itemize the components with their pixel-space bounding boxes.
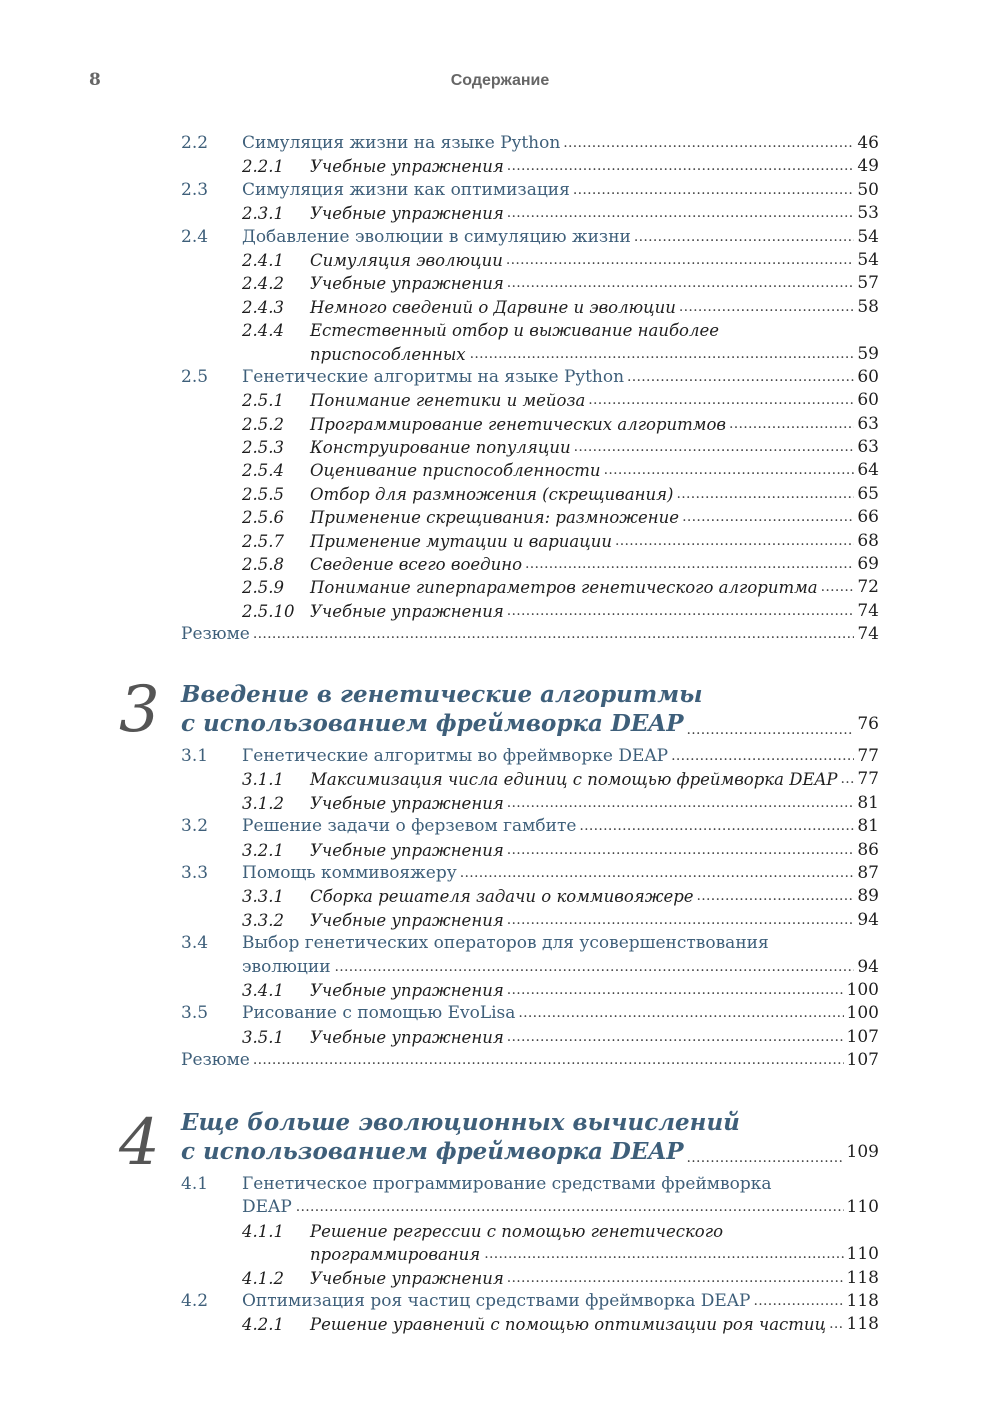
toc-entry-line: [310, 272, 879, 295]
toc-entry-number: 2.4.2: [242, 274, 284, 294]
dot-leader: [829, 1313, 843, 1336]
toc-entry-page: 94: [857, 909, 879, 930]
dot-leader: [507, 792, 855, 815]
toc-entry[interactable]: [181, 436, 879, 459]
toc-entry[interactable]: [181, 745, 879, 768]
toc-entry-title: Помощь коммивояжеру: [242, 862, 457, 883]
toc-entry-page: 68: [857, 530, 879, 551]
dot-leader: [335, 956, 855, 979]
dot-leader: [634, 226, 855, 249]
chapter-3-title[interactable]: [181, 680, 879, 739]
toc-entry-line: [310, 249, 879, 272]
toc-entry-number: 3.3.1: [242, 887, 284, 907]
toc-entry-page: 69: [857, 554, 879, 575]
dot-leader: [687, 1143, 844, 1167]
toc-entry-page: 54: [857, 226, 879, 247]
toc-entry[interactable]: [181, 296, 879, 319]
toc-entry-line: [310, 1243, 879, 1266]
toc-entry[interactable]: [181, 272, 879, 295]
toc-entry-title: Решение регрессии с помощью генетического: [310, 1221, 724, 1241]
toc-entry-title: Естественный отбор и выживание наиболее: [310, 321, 720, 341]
toc-entry[interactable]: [181, 1196, 879, 1219]
toc-entry[interactable]: [181, 179, 879, 202]
toc-entry-line: [242, 1002, 879, 1025]
chapter-4-title-line-2-row: [181, 1137, 879, 1167]
dot-leader: [506, 249, 855, 272]
toc-entry-title: Немного сведений о Дарвине и эволюции: [310, 297, 676, 317]
toc-entry[interactable]: [181, 226, 879, 249]
toc-entry-title: DEAP: [242, 1197, 292, 1218]
toc-entry-page: 100: [846, 1003, 879, 1024]
dot-leader: [507, 1026, 844, 1049]
toc-entry[interactable]: [181, 576, 879, 599]
dot-leader: [507, 839, 855, 862]
toc-entry-line: [310, 600, 879, 623]
toc-entry-number: 2.3: [181, 179, 209, 200]
toc-entry-page: 100: [846, 979, 879, 1000]
toc-entry[interactable]: [181, 530, 879, 553]
toc-entry-number: 3.1: [181, 746, 209, 766]
toc-entry-title: Выбор генетических операторов для усовершенствования: [242, 933, 769, 954]
toc-entry-title: Учебные упражнения: [310, 980, 504, 1000]
toc-entry-page: 63: [857, 437, 879, 458]
toc-entry-number: 3.3.2: [242, 910, 284, 930]
toc-entry-number: 2.5.1: [242, 391, 284, 411]
dot-leader: [507, 979, 844, 1002]
toc-entry-page: 60: [857, 390, 879, 411]
toc-entry-line: [310, 155, 879, 178]
dot-leader: [253, 1049, 844, 1072]
toc-entry-number: 3.2.1: [242, 840, 284, 860]
dot-leader: [507, 155, 855, 178]
toc-entry-title: Оптимизация роя частиц средствами фреймворка DEAP: [242, 1290, 751, 1311]
toc-entry-page: 86: [857, 839, 879, 860]
chapter-4-title-line-2: с использованием фреймворка DEAP: [181, 1138, 684, 1165]
toc-entry-line: [242, 226, 879, 249]
toc-entry-page: 59: [857, 343, 879, 364]
toc-entry-line: [310, 436, 879, 459]
dot-leader: [573, 179, 855, 202]
toc-entry-line: [310, 576, 879, 599]
toc-entry-title: Максимизация числа единиц с помощью фреймворка DEAP: [310, 770, 838, 790]
toc-entry-line: [242, 1196, 879, 1219]
toc-entry-title: Симуляция эволюции: [310, 250, 503, 270]
dot-leader: [754, 1290, 844, 1313]
toc-entry-number: 2.2.1: [242, 157, 284, 177]
toc-entry-title: Применение мутации и вариации: [310, 531, 613, 551]
toc-block-chapter-2: [181, 132, 879, 647]
toc-entry-number: 4.2: [181, 1290, 209, 1311]
toc-entry-page: 53: [857, 203, 879, 224]
toc-entry[interactable]: [181, 862, 879, 885]
toc-entry-page: 89: [857, 886, 879, 907]
toc-entry-title: Решение задачи о ферзевом гамбите: [242, 816, 577, 837]
toc-entry[interactable]: [181, 202, 879, 225]
toc-entry-number: 2.5.6: [242, 508, 284, 528]
chapter-4-title[interactable]: [181, 1108, 879, 1167]
toc-entry-title: Генетические алгоритмы во фреймворке DEAP: [242, 746, 669, 766]
toc-entry-line: [242, 862, 879, 885]
toc-entry[interactable]: [181, 553, 879, 576]
toc-entry-line: [310, 319, 879, 342]
toc-entry-number: 3.3: [181, 862, 209, 883]
toc-entry[interactable]: [181, 132, 879, 155]
toc-entry-page: 66: [857, 507, 879, 528]
toc-entry[interactable]: [181, 1220, 879, 1243]
toc-entry[interactable]: [181, 1026, 879, 1049]
toc-entry[interactable]: [181, 343, 879, 366]
toc-entry-title: Применение скрещивания: размножение: [310, 508, 680, 528]
toc-entry-page: 81: [857, 792, 879, 813]
toc-entry-page: 54: [857, 249, 879, 270]
toc-entry-number: 2.5.9: [242, 578, 284, 598]
toc-entry[interactable]: [181, 1267, 879, 1290]
toc-entry-title: эволюции: [242, 956, 331, 977]
toc-entry-number: 2.5.10: [242, 601, 295, 621]
toc-entry[interactable]: [181, 155, 879, 178]
dot-leader: [518, 1002, 843, 1025]
toc-entry-line: [242, 1173, 879, 1196]
toc-entry-line: [310, 459, 879, 482]
dot-leader: [679, 296, 854, 319]
toc-entry-number: 4.1.1: [242, 1221, 284, 1241]
dot-leader: [484, 1243, 843, 1266]
toc-entry-title: Генетическое программирование средствами фреймворка: [242, 1174, 772, 1194]
toc-entry-title: приспособленных: [310, 344, 466, 364]
toc-entry-number: 2.5.2: [242, 414, 284, 434]
chapter-4-number: 4: [119, 1106, 160, 1180]
toc-entry[interactable]: [181, 815, 879, 838]
chapter-3-title-line-2: с использованием фреймворка DEAP: [181, 710, 684, 737]
toc-entry-page: 107: [846, 1026, 879, 1047]
toc-entry-line: [310, 343, 879, 366]
toc-block-chapter-3: [181, 745, 879, 1072]
toc-entry-title: Рисование с помощью EvoLisa: [242, 1003, 516, 1024]
toc-entry-title: Учебные упражнения: [310, 274, 504, 294]
toc-entry-line: [242, 179, 879, 202]
toc-entry-number: 2.4.3: [242, 297, 284, 317]
chapter-3-title-line-2-row: [181, 709, 879, 739]
toc-entry[interactable]: [181, 1290, 879, 1313]
dot-leader: [604, 459, 855, 482]
dot-leader: [841, 768, 855, 791]
dot-leader: [507, 600, 855, 623]
dot-leader: [627, 366, 854, 389]
chapter-4-page: 109: [846, 1142, 879, 1162]
toc-entry-line: [310, 506, 879, 529]
toc-entry[interactable]: [181, 909, 879, 932]
toc-entry-page: 49: [857, 156, 879, 177]
toc-entry[interactable]: [181, 366, 879, 389]
toc-entry[interactable]: [181, 839, 879, 862]
dot-leader: [671, 745, 854, 768]
toc-entry-line: [310, 1313, 879, 1336]
toc-entry-line: [181, 1049, 879, 1072]
toc-entry-line: [242, 932, 879, 955]
toc-entry-line: [310, 768, 879, 791]
dot-leader: [729, 413, 854, 436]
toc-entry-number: 2.4.1: [242, 250, 284, 270]
toc-entry-page: 57: [857, 273, 879, 294]
toc-entry-line: [242, 1290, 879, 1313]
toc-entry-title: Генетические алгоритмы на языке Python: [242, 366, 625, 387]
toc-entry-page: 118: [846, 1267, 879, 1288]
toc-entry[interactable]: [181, 792, 879, 815]
toc-entry[interactable]: [181, 389, 879, 412]
dot-leader: [563, 132, 854, 155]
toc-entry-page: 107: [846, 1050, 879, 1071]
toc-entry-number: 3.2: [181, 816, 209, 837]
toc-entry[interactable]: [181, 600, 879, 623]
chapter-3-title-line-1: Введение в генетические алгоритмы: [181, 681, 703, 708]
toc-entry-title: Учебные упражнения: [310, 157, 504, 177]
running-title: Содержание: [450, 72, 550, 89]
dot-leader: [676, 483, 854, 506]
toc-entry-page: 50: [857, 179, 879, 200]
toc-entry-page: 94: [857, 956, 879, 977]
toc-entry-title: Учебные упражнения: [310, 1268, 504, 1288]
toc-entry-title: Учебные упражнения: [310, 793, 504, 813]
toc-entry-title: Учебные упражнения: [310, 840, 504, 860]
dot-leader: [615, 530, 854, 553]
toc-entry-page: 81: [857, 816, 879, 837]
toc-entry-number: 3.1.1: [242, 770, 284, 790]
toc-entry-line: [310, 979, 879, 1002]
toc-entry-line: [310, 296, 879, 319]
toc-entry[interactable]: [181, 1049, 879, 1072]
toc-entry-title: Конструирование популяции: [310, 438, 571, 458]
toc-entry-page: 46: [857, 133, 879, 153]
toc-entry-number: 2.4: [181, 226, 209, 247]
toc-entry[interactable]: [181, 623, 879, 646]
toc-entry-title: Учебные упражнения: [310, 204, 504, 224]
toc-entry-title: Программирование генетических алгоритмов: [310, 414, 727, 434]
toc-entry[interactable]: [181, 1313, 879, 1336]
toc-entry-page: 74: [857, 600, 879, 621]
toc-entry-number: 2.5.5: [242, 484, 284, 504]
toc-entry[interactable]: [181, 956, 879, 979]
dot-leader: [507, 1267, 844, 1290]
toc-entry-page: 77: [857, 746, 879, 766]
toc-entry-title: Оценивание приспособленности: [310, 461, 601, 481]
toc-entry-line: [310, 530, 879, 553]
dot-leader: [687, 715, 855, 739]
toc-entry-line: [242, 366, 879, 389]
toc-entry-page: 72: [857, 577, 879, 598]
toc-entry-number: 2.5.3: [242, 438, 284, 458]
toc-entry-title: Решение уравнений с помощью оптимизации роя частиц: [310, 1315, 827, 1335]
dot-leader: [507, 202, 855, 225]
toc-entry-page: 110: [846, 1244, 879, 1265]
toc-entry-line: [310, 202, 879, 225]
toc-entry-number: 2.5: [181, 366, 209, 387]
dot-leader: [821, 576, 855, 599]
toc-entry-number: 4.2.1: [242, 1315, 284, 1335]
page-number: 8: [89, 70, 101, 90]
toc-entry-page: 118: [846, 1314, 879, 1335]
toc-entry-line: [242, 132, 879, 155]
toc-entry-title: Понимание генетики и мейоза: [310, 391, 586, 411]
toc-entry-number: 3.5.1: [242, 1027, 284, 1047]
toc-entry-title: Отбор для размножения (скрещивания): [310, 484, 674, 504]
toc-entry-line: [310, 1026, 879, 1049]
toc-entry-page: 64: [857, 460, 879, 481]
toc-entry[interactable]: [181, 885, 879, 908]
toc-entry-title: Учебные упражнения: [310, 1027, 504, 1047]
toc-block-chapter-4: [181, 1173, 879, 1337]
toc-entry-line: [310, 885, 879, 908]
dot-leader: [507, 272, 855, 295]
toc-entry-line: [310, 413, 879, 436]
toc-entry-number: 2.3.1: [242, 204, 284, 224]
toc-entry[interactable]: [181, 459, 879, 482]
toc-entry-number: 2.4.4: [242, 321, 284, 341]
toc-entry-page: 87: [857, 862, 879, 883]
dot-leader: [525, 553, 854, 576]
toc-entry-line: [310, 483, 879, 506]
dot-leader: [682, 506, 854, 529]
toc-entry[interactable]: [181, 1173, 879, 1196]
dot-leader: [253, 623, 855, 646]
toc-entry-number: 3.1.2: [242, 793, 284, 813]
dot-leader: [574, 436, 855, 459]
toc-entry-line: [310, 553, 879, 576]
toc-entry-line: [310, 1220, 879, 1243]
toc-entry-line: [310, 389, 879, 412]
dot-leader: [588, 389, 854, 412]
toc-entry-page: 58: [857, 296, 879, 317]
toc-entry-title: Понимание гиперпараметров генетического алгоритма: [310, 578, 818, 598]
toc-entry-line: [242, 956, 879, 979]
toc-entry-page: 74: [857, 624, 879, 645]
toc-entry[interactable]: [181, 413, 879, 436]
toc-entry-line: [242, 745, 879, 768]
chapter-4-title-line-1: Еще больше эволюционных вычислений: [181, 1109, 740, 1136]
toc-entry-page: 118: [846, 1290, 879, 1311]
toc-entry-title: Добавление эволюции в симуляцию жизни: [242, 226, 631, 247]
dot-leader: [697, 885, 855, 908]
dot-leader: [296, 1196, 844, 1219]
toc-entry-page: 63: [857, 413, 879, 434]
toc-entry-number: 4.1: [181, 1174, 209, 1194]
toc-entry-number: 2.2: [181, 133, 209, 153]
toc-entry-page: 77: [857, 769, 879, 790]
toc-entry-title: Сведение всего воедино: [310, 555, 523, 575]
toc-entry-title: программирования: [310, 1245, 481, 1265]
toc-entry-title: Симуляция жизни на языке Python: [242, 133, 561, 153]
toc-entry-title: Сборка решателя задачи о коммивояжере: [310, 887, 694, 907]
toc-entry-line: [181, 623, 879, 646]
toc-entry-number: 3.4: [181, 933, 209, 954]
toc-entry-number: 3.5: [181, 1003, 209, 1024]
toc-entry-title: Резюме: [181, 1050, 250, 1071]
dot-leader: [507, 909, 855, 932]
toc-entry-number: 3.4.1: [242, 980, 284, 1000]
toc-entry-line: [310, 839, 879, 862]
toc-entry-page: 65: [857, 483, 879, 504]
toc-entry[interactable]: [181, 506, 879, 529]
toc-entry-number: 2.5.7: [242, 531, 284, 551]
toc-entry-title: Резюме: [181, 624, 250, 645]
dot-leader: [470, 343, 855, 366]
toc-entry-number: 4.1.2: [242, 1268, 284, 1288]
dot-leader: [579, 815, 854, 838]
toc-entry[interactable]: [181, 768, 879, 791]
toc-entry-title: Учебные упражнения: [310, 910, 504, 930]
toc-entry-number: 2.5.4: [242, 461, 284, 481]
toc-entry-number: 2.5.8: [242, 555, 284, 575]
chapter-3-page: 76: [857, 714, 879, 734]
toc-entry-line: [242, 815, 879, 838]
toc-entry[interactable]: [181, 483, 879, 506]
toc-entry[interactable]: [181, 1002, 879, 1025]
toc-entry[interactable]: [181, 249, 879, 272]
toc-entry-title: Симуляция жизни как оптимизация: [242, 179, 570, 200]
toc-entry[interactable]: [181, 932, 879, 955]
toc-entry-page: 110: [846, 1197, 879, 1218]
toc-entry-page: 60: [857, 366, 879, 387]
dot-leader: [460, 862, 855, 885]
toc-entry[interactable]: [181, 979, 879, 1002]
chapter-3-number: 3: [119, 673, 160, 747]
toc-entry-line: [310, 792, 879, 815]
toc-entry-line: [310, 1267, 879, 1290]
toc-entry-line: [310, 909, 879, 932]
toc-entry[interactable]: [181, 319, 879, 342]
toc-entry[interactable]: [181, 1243, 879, 1266]
toc-entry-title: Учебные упражнения: [310, 601, 504, 621]
